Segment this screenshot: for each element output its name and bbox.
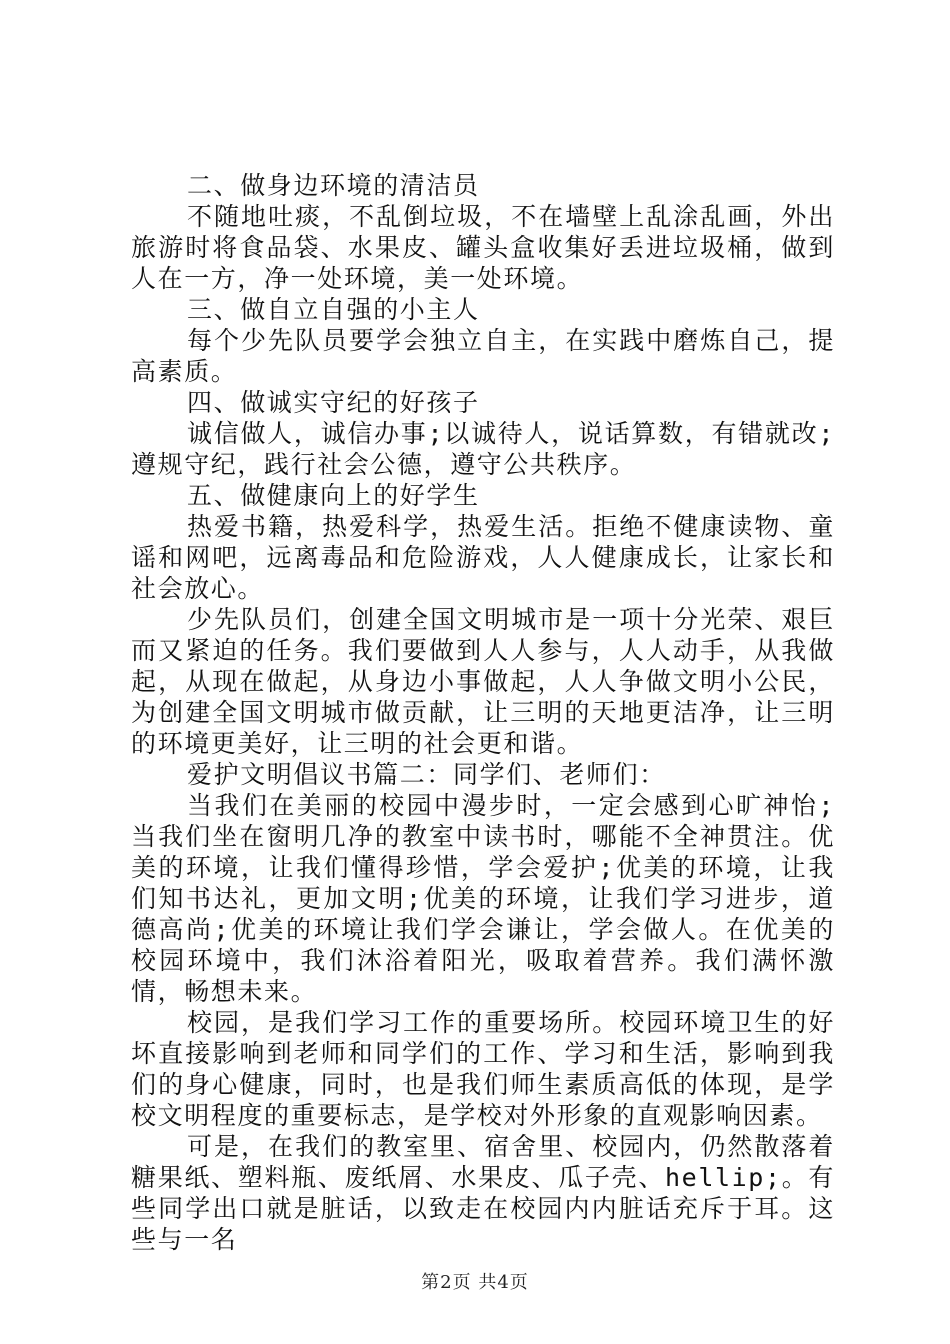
paragraph: 诚信做人，诚信办事;以诚待人，说话算数，有错就改;遵规守纪，践行社会公德，遵守公共秩序。 xyxy=(131,419,835,479)
section-heading-4: 四、做诚实守纪的好孩子 xyxy=(187,388,480,417)
paragraph: 校园，是我们学习工作的重要场所。校园环境卫生的好坏直接影响到老师和同学们的工作、学习和生活，影响到我们的身心健康，同时，也是我们师生素质高低的体现，是学校文明程度的重要标志，是学校对外形象的直观影响因素。 xyxy=(131,1008,835,1130)
paragraph: 少先队员们，创建全国文明城市是一项十分光荣、艰巨而又紧迫的任务。我们要做到人人参与，人人动手，从我做起，从现在做起，从身边小事做起，人人争做文明小公民，为创建全国文明城市做贡献，让三明的天地更洁净，让三明的环境更美好，让三明的社会更和谐。 xyxy=(131,605,835,758)
paragraph: 可是，在我们的教室里、宿舍里、校园内，仍然散落着糖果纸、塑料瓶、废纸屑、水果皮、瓜子壳、hellip;。有些同学出口就是脏话，以致走在校园内内脏话充斥于耳。这些与一名 xyxy=(131,1132,835,1254)
paragraph: 每个少先队员要学会独立自主，在实践中磨炼自己，提高素质。 xyxy=(131,326,835,386)
paragraph: 当我们在美丽的校园中漫步时，一定会感到心旷神怡;当我们坐在窗明几净的教室中读书时，哪能不全神贯注。优美的环境，让我们懂得珍惜，学会爱护;优美的环境，让我们知书达礼，更加文明;优美的环境，让我们学习进步，道德高尚;优美的环境让我们学会谦让，学会做人。在优美的校园环境中，我们沐浴着阳光，吸取着营养。我们满怀激情，畅想未来。 xyxy=(131,791,835,1006)
paragraph: 热爱书籍，热爱科学，热爱生活。拒绝不健康读物、童谣和网吧，远离毒品和危险游戏，人人健康成长，让家长和社会放心。 xyxy=(131,512,835,603)
section-heading-2: 二、做身边环境的清洁员 xyxy=(187,171,480,200)
article-heading: 爱护文明倡议书篇二：同学们、老师们： xyxy=(187,760,666,789)
section-heading-3: 三、做自立自强的小主人 xyxy=(187,295,480,324)
paragraph: 不随地吐痰，不乱倒垃圾，不在墙壁上乱涂乱画，外出旅游时将食品袋、水果皮、罐头盒收集好丢进垃圾桶，做到人在一方，净一处环境，美一处环境。 xyxy=(131,202,835,293)
document-body xyxy=(131,170,835,1255)
page-number: 第2页 共4页 xyxy=(421,1272,529,1293)
section-heading-5: 五、做健康向上的好学生 xyxy=(187,481,480,510)
